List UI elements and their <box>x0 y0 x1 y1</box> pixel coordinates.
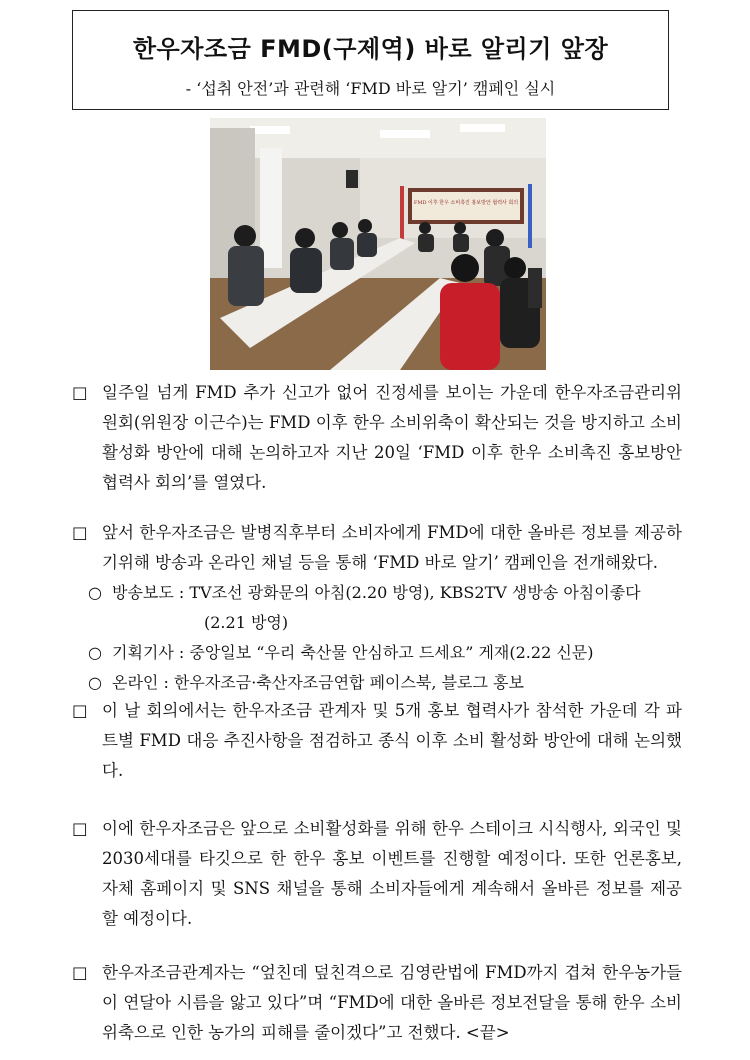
paragraph-5 <box>72 958 682 1048</box>
list-item <box>88 638 688 668</box>
paragraph-4 <box>72 814 682 934</box>
square-bullet-icon: □ <box>72 963 88 982</box>
sub-list <box>88 578 688 698</box>
meeting-photo <box>210 118 546 370</box>
list-item-text: 방송보도 : TV조선 광화문의 아침(2.20 방영), KBS2TV 생방송 아침이좋다 <box>112 583 641 602</box>
document-subtitle: - ‘섭취 안전’과 관련해 ‘FMD 바로 알기’ 캠페인 실시 <box>185 79 556 98</box>
paragraph-3 <box>72 696 682 786</box>
paragraph-text: 일주일 넘게 FMD 추가 신고가 없어 진정세를 보이는 가운데 한우자조금관리위원회(위원장 이근수)는 FMD 이후 한우 소비위축이 확산되는 것을 방지하고 소비활성화 방안에 대해 논의하고자 지난 20일 ‘FMD 이후 한우 소비촉진 홍보방안 협력사 회의’를 열였다. <box>102 383 682 492</box>
title-box <box>72 10 669 110</box>
document-title: 한우자조금 FMD(구제역) 바로 알리기 앞장 <box>132 35 609 63</box>
circle-bullet-icon: ○ <box>88 673 102 692</box>
list-item <box>88 668 688 698</box>
square-bullet-icon: □ <box>72 819 88 838</box>
paragraph-text: 이 날 회의에서는 한우자조금 관계자 및 5개 홍보 협력사가 참석한 가운데 각 파트별 FMD 대응 추진사항을 점검하고 종식 이후 소비 활성화 방안에 대해 논의했다. <box>102 701 682 780</box>
circle-bullet-icon: ○ <box>88 643 102 662</box>
paragraph-text: 한우자조금관계자는 “엎친데 덮친격으로 김영란법에 FMD까지 겹쳐 한우농가들이 연달아 시름을 앓고 있다”며 “FMD에 대한 올바른 정보전달을 통해 한우 소비 위축으로 인한 농가의 피해를 줄이겠다”고 전했다. <끝> <box>102 963 682 1042</box>
list-item <box>88 578 688 608</box>
paragraph-1 <box>72 378 682 498</box>
square-bullet-icon: □ <box>72 701 88 720</box>
paragraph-2 <box>72 518 682 578</box>
square-bullet-icon: □ <box>72 383 88 402</box>
square-bullet-icon: □ <box>72 523 88 542</box>
list-item-continuation: (2.21 방영) <box>204 613 289 632</box>
list-item-text: 기획기사 : 중앙일보 “우리 축산물 안심하고 드세요” 게재(2.22 신문) <box>112 643 594 662</box>
paragraph-text: 앞서 한우자조금은 발병직후부터 소비자에게 FMD에 대한 올바른 정보를 제공하기위해 방송과 온라인 채널 등을 통해 ‘FMD 바로 알기’ 캠페인을 전개해왔다. <box>102 523 682 572</box>
paragraph-text: 이에 한우자조금은 앞으로 소비활성화를 위해 한우 스테이크 시식행사, 외국인 및 2030세대를 타깃으로 한 한우 홍보 이벤트를 진행할 예정이다. 또한 언론홍보, 자체 홈페이지 및 SNS 채널을 통해 소비자들에게 계속해서 올바른 정보를 제공 할 예정이다. <box>102 819 682 928</box>
list-item-text: 온라인 : 한우자조금·축산자조금연합 페이스북, 블로그 홍보 <box>112 673 524 692</box>
circle-bullet-icon: ○ <box>88 583 102 602</box>
banner-text: FMD 이후 한우 소비촉진 홍보방안 협력사 회의 <box>413 200 519 206</box>
